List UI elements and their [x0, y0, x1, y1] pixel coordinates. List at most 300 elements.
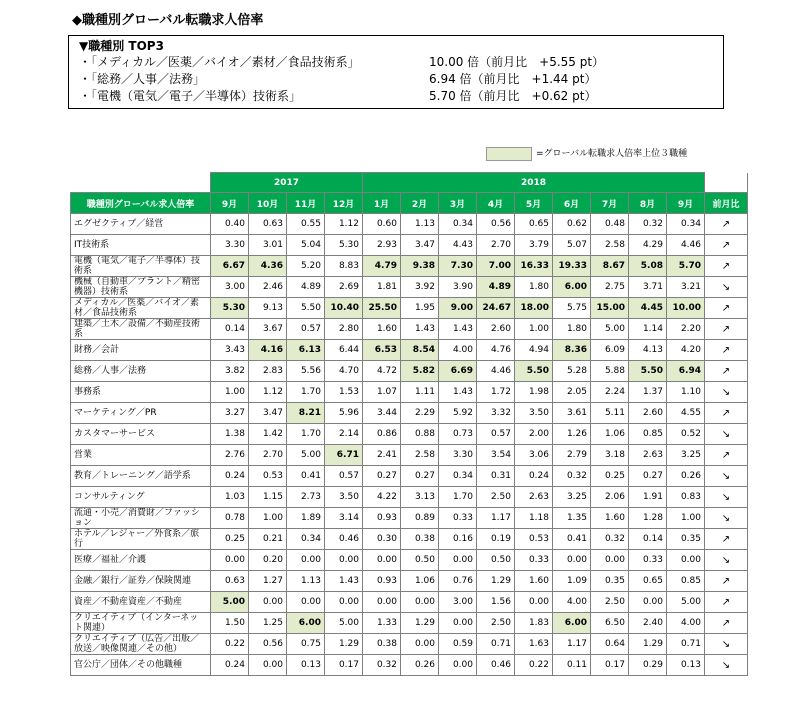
- value-cell: 6.94: [667, 361, 705, 382]
- value-cell: 4.89: [287, 277, 325, 298]
- value-cell: 3.00: [211, 277, 249, 298]
- value-cell: 1.09: [553, 571, 591, 592]
- value-cell: 18.00: [515, 298, 553, 319]
- table-row: [71, 634, 748, 655]
- category-cell: 総務／人事／法務: [71, 361, 211, 382]
- value-cell: 9.13: [249, 298, 287, 319]
- value-cell: 3.44: [363, 403, 401, 424]
- value-cell: 7.00: [477, 256, 515, 277]
- value-cell: 2.93: [363, 235, 401, 256]
- value-cell: 1.15: [249, 487, 287, 508]
- value-cell: 0.19: [477, 529, 515, 550]
- category-cell: 電機（電気／電子／半導体）技術系: [71, 256, 211, 277]
- year-header-2017: 2017: [211, 173, 363, 193]
- value-cell: 0.32: [591, 529, 629, 550]
- table-row: [71, 214, 748, 235]
- value-cell: 6.00: [553, 613, 591, 634]
- value-cell: 0.16: [439, 529, 477, 550]
- value-cell: 3.54: [477, 445, 515, 466]
- top3-item-value: 10.00 倍（前月比 +5.55 pt）: [429, 55, 605, 69]
- value-cell: 3.47: [249, 403, 287, 424]
- value-cell: 3.90: [439, 277, 477, 298]
- blank-header-cell: [705, 173, 748, 193]
- value-cell: 4.72: [363, 361, 401, 382]
- category-cell: ホテル／レジャー／外食系／旅行: [71, 529, 211, 550]
- value-cell: 10.00: [667, 298, 705, 319]
- value-cell: 0.00: [401, 634, 439, 655]
- trend-arrow-icon: ↗: [705, 592, 748, 613]
- value-cell: 0.29: [629, 655, 667, 676]
- value-cell: 3.25: [667, 445, 705, 466]
- value-cell: 1.33: [363, 613, 401, 634]
- value-cell: 0.33: [439, 508, 477, 529]
- value-cell: 0.33: [629, 550, 667, 571]
- value-cell: 3.50: [325, 487, 363, 508]
- value-cell: 4.00: [439, 340, 477, 361]
- row-header-label: 職種別グローバル求人倍率: [71, 193, 211, 214]
- table-row: [71, 466, 748, 487]
- value-cell: 0.86: [363, 424, 401, 445]
- category-cell: クリエイティブ（広告／出版／放送／映像関連／その他）: [71, 634, 211, 655]
- value-cell: 1.14: [629, 319, 667, 340]
- value-cell: 1.00: [667, 508, 705, 529]
- value-cell: 1.80: [553, 319, 591, 340]
- value-cell: 0.20: [249, 550, 287, 571]
- value-cell: 1.29: [629, 634, 667, 655]
- category-cell: 流通・小売／消費財／ファッション: [71, 508, 211, 529]
- value-cell: 1.00: [515, 319, 553, 340]
- value-cell: 0.22: [211, 634, 249, 655]
- value-cell: 3.01: [249, 235, 287, 256]
- top3-item-label: ・「電機（電気／電子／半導体）技術系」: [79, 89, 302, 103]
- value-cell: 0.57: [477, 424, 515, 445]
- value-cell: 0.35: [667, 529, 705, 550]
- value-cell: 0.00: [439, 613, 477, 634]
- value-cell: 0.00: [553, 550, 591, 571]
- value-cell: 0.52: [667, 424, 705, 445]
- trend-arrow-icon: ↘: [705, 382, 748, 403]
- value-cell: 0.62: [553, 214, 591, 235]
- value-cell: 0.55: [287, 214, 325, 235]
- value-cell: 7.30: [439, 256, 477, 277]
- value-cell: 0.11: [553, 655, 591, 676]
- value-cell: 2.70: [249, 445, 287, 466]
- table-row: [71, 340, 748, 361]
- value-cell: 6.00: [287, 613, 325, 634]
- value-cell: 0.24: [211, 466, 249, 487]
- value-cell: 1.00: [211, 382, 249, 403]
- value-cell: 0.00: [629, 592, 667, 613]
- value-cell: 3.43: [211, 340, 249, 361]
- value-cell: 1.35: [553, 508, 591, 529]
- value-cell: 1.98: [515, 382, 553, 403]
- value-cell: 6.00: [553, 277, 591, 298]
- table-row: [71, 571, 748, 592]
- value-cell: 5.50: [515, 361, 553, 382]
- value-cell: 1.63: [515, 634, 553, 655]
- value-cell: 4.00: [553, 592, 591, 613]
- value-cell: 8.36: [553, 340, 591, 361]
- month-header-row: [71, 193, 748, 214]
- value-cell: 1.43: [439, 319, 477, 340]
- value-cell: 0.50: [477, 550, 515, 571]
- month-header: 7月: [591, 193, 629, 214]
- value-cell: 6.67: [211, 256, 249, 277]
- value-cell: 1.12: [249, 382, 287, 403]
- table-row: [71, 592, 748, 613]
- table-row: [71, 319, 748, 340]
- value-cell: 5.30: [211, 298, 249, 319]
- value-cell: 1.70: [439, 487, 477, 508]
- value-cell: 2.50: [477, 487, 515, 508]
- value-cell: 3.92: [401, 277, 439, 298]
- value-cell: 0.17: [591, 655, 629, 676]
- value-cell: 5.08: [629, 256, 667, 277]
- value-cell: 5.00: [667, 592, 705, 613]
- value-cell: 0.32: [363, 655, 401, 676]
- value-cell: 0.30: [363, 529, 401, 550]
- value-cell: 5.82: [401, 361, 439, 382]
- value-cell: 1.06: [401, 571, 439, 592]
- table-row: [71, 256, 748, 277]
- value-cell: 0.00: [439, 550, 477, 571]
- value-cell: 1.83: [515, 613, 553, 634]
- value-cell: 0.93: [363, 571, 401, 592]
- category-cell: コンサルティング: [71, 487, 211, 508]
- value-cell: 5.07: [553, 235, 591, 256]
- value-cell: 0.50: [401, 550, 439, 571]
- value-cell: 2.20: [667, 319, 705, 340]
- table-row: [71, 655, 748, 676]
- value-cell: 3.82: [211, 361, 249, 382]
- category-cell: 建築／土木／設備／不動産技術系: [71, 319, 211, 340]
- value-cell: 1.72: [477, 382, 515, 403]
- value-cell: 24.67: [477, 298, 515, 319]
- value-cell: 1.07: [363, 382, 401, 403]
- top3-item: [79, 71, 713, 88]
- value-cell: 2.06: [591, 487, 629, 508]
- value-cell: 0.00: [287, 592, 325, 613]
- value-cell: 0.22: [515, 655, 553, 676]
- value-cell: 1.00: [249, 508, 287, 529]
- value-cell: 1.60: [515, 571, 553, 592]
- value-cell: 5.30: [325, 235, 363, 256]
- value-cell: 2.40: [629, 613, 667, 634]
- table-row: [71, 487, 748, 508]
- value-cell: 10.40: [325, 298, 363, 319]
- value-cell: 1.18: [515, 508, 553, 529]
- category-cell: 営業: [71, 445, 211, 466]
- value-cell: 4.79: [363, 256, 401, 277]
- value-cell: 1.70: [287, 382, 325, 403]
- value-cell: 0.00: [363, 550, 401, 571]
- month-header: 1月: [363, 193, 401, 214]
- value-cell: 0.63: [249, 214, 287, 235]
- value-cell: 2.60: [477, 319, 515, 340]
- table-row: [71, 550, 748, 571]
- value-cell: 3.71: [629, 277, 667, 298]
- value-cell: 5.50: [629, 361, 667, 382]
- value-cell: 6.09: [591, 340, 629, 361]
- trend-arrow-icon: ↘: [705, 655, 748, 676]
- month-header: 4月: [477, 193, 515, 214]
- value-cell: 6.13: [287, 340, 325, 361]
- value-cell: 9.00: [439, 298, 477, 319]
- value-cell: 2.46: [249, 277, 287, 298]
- value-cell: 2.05: [553, 382, 591, 403]
- value-cell: 0.73: [439, 424, 477, 445]
- value-cell: 2.73: [287, 487, 325, 508]
- top3-heading: ▼職種別 TOP3: [79, 39, 164, 53]
- month-header: 6月: [553, 193, 591, 214]
- value-cell: 0.34: [439, 214, 477, 235]
- value-cell: 0.32: [553, 466, 591, 487]
- value-cell: 2.76: [211, 445, 249, 466]
- month-header: 3月: [439, 193, 477, 214]
- category-cell: 金融／銀行／証券／保険関連: [71, 571, 211, 592]
- top3-item: [79, 88, 713, 105]
- value-cell: 5.75: [553, 298, 591, 319]
- value-cell: 5.00: [325, 613, 363, 634]
- value-cell: 1.38: [211, 424, 249, 445]
- table-row: [71, 235, 748, 256]
- trend-arrow-icon: ↘: [705, 466, 748, 487]
- value-cell: 4.13: [629, 340, 667, 361]
- value-cell: 8.21: [287, 403, 325, 424]
- trend-arrow-icon: ↗: [705, 319, 748, 340]
- value-cell: 0.75: [287, 634, 325, 655]
- value-cell: 3.67: [249, 319, 287, 340]
- value-cell: 3.32: [477, 403, 515, 424]
- value-cell: 0.26: [667, 466, 705, 487]
- value-cell: 2.58: [591, 235, 629, 256]
- value-cell: 1.56: [477, 592, 515, 613]
- trend-arrow-icon: ↗: [705, 361, 748, 382]
- value-cell: 1.70: [287, 424, 325, 445]
- category-cell: 資産／不動産資産／不動産: [71, 592, 211, 613]
- value-cell: 6.53: [363, 340, 401, 361]
- trend-arrow-icon: ↗: [705, 214, 748, 235]
- value-cell: 0.41: [553, 529, 591, 550]
- value-cell: 1.43: [325, 571, 363, 592]
- value-cell: 5.92: [439, 403, 477, 424]
- value-cell: 0.78: [211, 508, 249, 529]
- month-header: 8月: [629, 193, 667, 214]
- value-cell: 0.00: [325, 550, 363, 571]
- value-cell: 5.70: [667, 256, 705, 277]
- table-row: [71, 508, 748, 529]
- value-cell: 0.27: [401, 466, 439, 487]
- category-cell: 機械（自動車／プラント／精密機器）技術系: [71, 277, 211, 298]
- value-cell: 0.48: [591, 214, 629, 235]
- value-cell: 1.81: [363, 277, 401, 298]
- value-cell: 2.58: [401, 445, 439, 466]
- value-cell: 3.18: [591, 445, 629, 466]
- value-cell: 2.50: [591, 592, 629, 613]
- year-header-row: [71, 173, 748, 193]
- month-header: 5月: [515, 193, 553, 214]
- table-row: [71, 403, 748, 424]
- value-cell: 0.13: [667, 655, 705, 676]
- value-cell: 0.00: [211, 550, 249, 571]
- value-cell: 0.89: [401, 508, 439, 529]
- value-cell: 5.50: [287, 298, 325, 319]
- value-cell: 8.67: [591, 256, 629, 277]
- category-cell: 官公庁／団体／その他職種: [71, 655, 211, 676]
- month-header: 9月: [667, 193, 705, 214]
- trend-arrow-icon: ↘: [705, 634, 748, 655]
- value-cell: 0.00: [287, 550, 325, 571]
- value-cell: 3.47: [401, 235, 439, 256]
- trend-arrow-icon: ↗: [705, 529, 748, 550]
- value-cell: 25.50: [363, 298, 401, 319]
- legend-text: =グローバル転職求人倍率上位３職種: [536, 149, 688, 159]
- value-cell: 1.11: [401, 382, 439, 403]
- table-row: [71, 382, 748, 403]
- value-cell: 0.63: [211, 571, 249, 592]
- value-cell: 0.38: [401, 529, 439, 550]
- value-cell: 0.53: [249, 466, 287, 487]
- value-cell: 4.94: [515, 340, 553, 361]
- value-cell: 1.17: [553, 634, 591, 655]
- table-row: [71, 277, 748, 298]
- value-cell: 3.79: [515, 235, 553, 256]
- value-cell: 0.25: [211, 529, 249, 550]
- value-cell: 0.71: [477, 634, 515, 655]
- value-cell: 4.16: [249, 340, 287, 361]
- value-cell: 1.29: [477, 571, 515, 592]
- value-cell: 0.40: [211, 214, 249, 235]
- value-cell: 0.24: [515, 466, 553, 487]
- value-cell: 2.83: [249, 361, 287, 382]
- month-header: 12月: [325, 193, 363, 214]
- value-cell: 0.00: [515, 592, 553, 613]
- blank-header-cell: [71, 173, 211, 193]
- value-cell: 4.70: [325, 361, 363, 382]
- value-cell: 4.43: [439, 235, 477, 256]
- value-cell: 1.91: [629, 487, 667, 508]
- value-cell: 6.50: [591, 613, 629, 634]
- value-cell: 4.55: [667, 403, 705, 424]
- category-cell: 教育／トレーニング／語学系: [71, 466, 211, 487]
- value-cell: 0.00: [249, 655, 287, 676]
- value-cell: 0.76: [439, 571, 477, 592]
- value-cell: 1.53: [325, 382, 363, 403]
- value-cell: 1.26: [553, 424, 591, 445]
- value-cell: 0.14: [211, 319, 249, 340]
- value-cell: 2.80: [325, 319, 363, 340]
- value-cell: 4.00: [667, 613, 705, 634]
- value-cell: 0.31: [477, 466, 515, 487]
- value-cell: 0.34: [667, 214, 705, 235]
- value-cell: 0.60: [363, 214, 401, 235]
- value-cell: 0.24: [211, 655, 249, 676]
- value-cell: 1.03: [211, 487, 249, 508]
- value-cell: 1.60: [591, 508, 629, 529]
- value-cell: 5.20: [287, 256, 325, 277]
- trend-arrow-icon: ↘: [705, 424, 748, 445]
- value-cell: 1.17: [477, 508, 515, 529]
- value-cell: 0.00: [667, 550, 705, 571]
- category-cell: 医療／福祉／介護: [71, 550, 211, 571]
- value-cell: 0.00: [401, 592, 439, 613]
- value-cell: 0.57: [325, 466, 363, 487]
- trend-arrow-icon: ↗: [705, 571, 748, 592]
- trend-arrow-icon: ↗: [705, 445, 748, 466]
- category-cell: エグゼクティブ／経営: [71, 214, 211, 235]
- value-cell: 0.64: [591, 634, 629, 655]
- value-cell: 1.95: [401, 298, 439, 319]
- value-cell: 0.41: [287, 466, 325, 487]
- month-header: 11月: [287, 193, 325, 214]
- value-cell: 4.22: [363, 487, 401, 508]
- trend-arrow-icon: ↗: [705, 235, 748, 256]
- value-cell: 0.13: [287, 655, 325, 676]
- top3-item-label: ・「総務／人事／法務」: [79, 72, 206, 86]
- value-cell: 4.46: [667, 235, 705, 256]
- value-cell: 0.21: [249, 529, 287, 550]
- value-cell: 0.93: [363, 508, 401, 529]
- value-cell: 0.46: [325, 529, 363, 550]
- table-row: [71, 361, 748, 382]
- value-cell: 5.00: [211, 592, 249, 613]
- value-cell: 1.50: [211, 613, 249, 634]
- value-cell: 15.00: [591, 298, 629, 319]
- value-cell: 6.69: [439, 361, 477, 382]
- value-cell: 0.65: [629, 571, 667, 592]
- value-cell: 1.43: [439, 382, 477, 403]
- category-cell: メディカル／医薬／バイオ／素材／食品技術系: [71, 298, 211, 319]
- value-cell: 1.29: [325, 634, 363, 655]
- value-cell: 0.85: [629, 424, 667, 445]
- value-cell: 1.28: [629, 508, 667, 529]
- value-cell: 2.79: [553, 445, 591, 466]
- value-cell: 1.42: [249, 424, 287, 445]
- value-cell: 3.21: [667, 277, 705, 298]
- trend-arrow-icon: ↘: [705, 277, 748, 298]
- value-cell: 5.28: [553, 361, 591, 382]
- year-header-2018: 2018: [363, 173, 705, 193]
- ratio-table: [70, 172, 748, 676]
- value-cell: 2.75: [591, 277, 629, 298]
- value-cell: 0.00: [591, 550, 629, 571]
- value-cell: 0.88: [401, 424, 439, 445]
- change-header: 前月比: [705, 193, 748, 214]
- value-cell: 19.33: [553, 256, 591, 277]
- value-cell: 3.25: [553, 487, 591, 508]
- value-cell: 2.41: [363, 445, 401, 466]
- top3-item-value: 6.94 倍（前月比 +1.44 pt）: [429, 72, 597, 86]
- category-cell: 財務／会計: [71, 340, 211, 361]
- trend-arrow-icon: ↗: [705, 403, 748, 424]
- value-cell: 0.59: [439, 634, 477, 655]
- value-cell: 16.33: [515, 256, 553, 277]
- value-cell: 4.20: [667, 340, 705, 361]
- value-cell: 3.61: [553, 403, 591, 424]
- value-cell: 0.56: [477, 214, 515, 235]
- category-cell: マーケティング／PR: [71, 403, 211, 424]
- table-row: [71, 445, 748, 466]
- value-cell: 4.45: [629, 298, 667, 319]
- value-cell: 0.56: [249, 634, 287, 655]
- value-cell: 9.38: [401, 256, 439, 277]
- value-cell: 0.25: [591, 466, 629, 487]
- value-cell: 6.71: [325, 445, 363, 466]
- value-cell: 4.36: [249, 256, 287, 277]
- value-cell: 1.37: [629, 382, 667, 403]
- trend-arrow-icon: ↘: [705, 550, 748, 571]
- value-cell: 3.06: [515, 445, 553, 466]
